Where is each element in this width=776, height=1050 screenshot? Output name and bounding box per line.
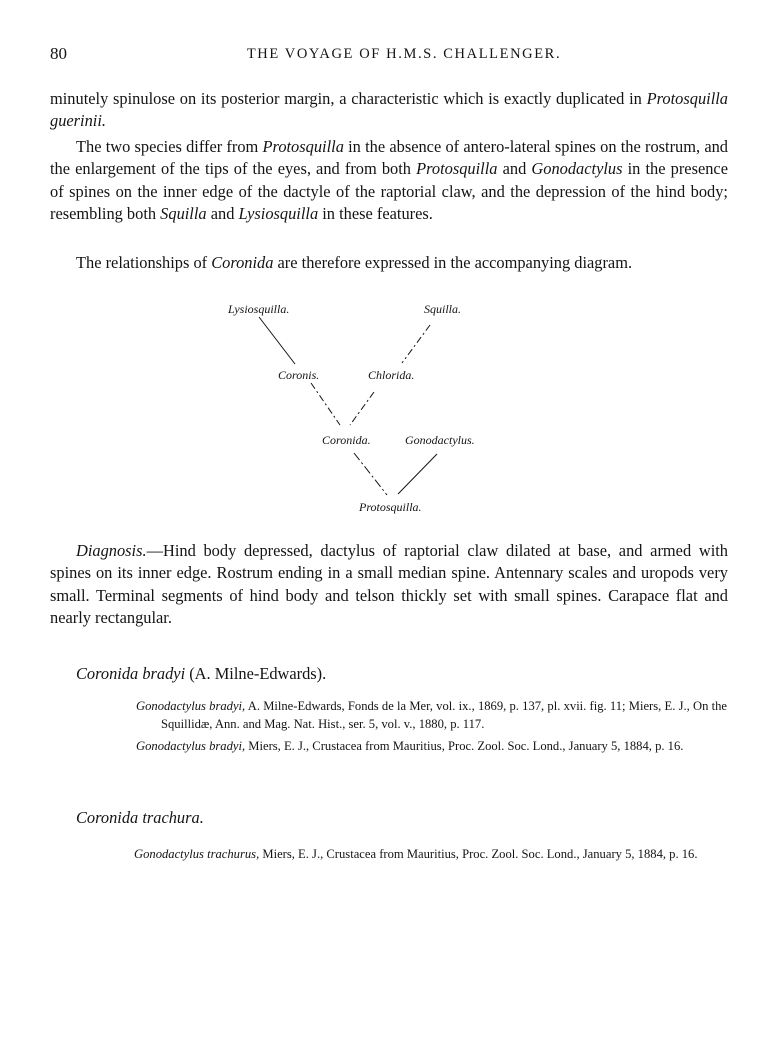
line-lysiosquilla-coronis	[259, 317, 295, 364]
p2-genus-a: Protosquilla	[262, 137, 344, 156]
diagnosis-label: Diagnosis.	[76, 541, 147, 560]
synonymy-reference	[136, 738, 727, 756]
reference-taxon: Gonodactylus trachurus,	[134, 847, 260, 861]
species-heading-trachura	[76, 808, 204, 828]
node-protosquilla: Protosquilla.	[359, 500, 422, 514]
page-number: 80	[50, 44, 67, 63]
p2-text-a: The two species differ from	[76, 137, 263, 156]
diagnosis-text: —Hind body depressed, dactylus of raptorial claw dilated at base, and armed with spines on its inner edge. Rostrum ending in a small median spine. Antennary scales and uropods very small. Terminal segments of hind body and telson thickly set with small spines. Carapace flat and nearly rectangular.	[50, 541, 728, 628]
species-name: Coronida trachura.	[76, 808, 204, 827]
p3-text-a: The relationships of	[76, 253, 212, 272]
p1-species-name: Protosquilla guerinii.	[50, 89, 728, 131]
p2-genus-b: Protosquilla	[416, 159, 498, 179]
reference-text: Miers, E. J., Crustacea from Mauritius, Proc. Zool. Soc. Lond., January 5, 1884, p. 16.	[259, 847, 698, 861]
p2-text-c: and	[497, 159, 532, 179]
line-coronida-protosquilla	[354, 453, 387, 495]
p2-text-b: in the absence of antero-lateral spines on the rostrum, and the enlargement of the tips of the eyes, and from both	[50, 137, 728, 179]
line-squilla-chlorida	[402, 325, 430, 363]
node-lysiosquilla: Lysiosquilla.	[228, 302, 290, 316]
species-name: Coronida bradyi	[76, 664, 186, 683]
running-title: THE VOYAGE OF H.M.S. CHALLENGER.	[246, 46, 562, 62]
node-coronida: Coronida.	[322, 433, 371, 447]
species-authority: (A. Milne-Edwards).	[185, 664, 327, 683]
p2-genus-c: Gonodactylus	[531, 159, 623, 179]
line-chlorida-coronida	[350, 392, 374, 425]
line-gonodactylus-protosquilla	[398, 454, 437, 494]
p3-text-b: are therefore expressed in the accompanying diagram.	[273, 253, 633, 272]
p2-text-d: in the presence of spines on the inner edge of the dactyle of the raptorial claw, and the depression of the hind body; resembling both	[50, 159, 728, 224]
reference-text: Miers, E. J., Crustacea from Mauritius, Proc. Zool. Soc. Lond., January 5, 1884, p. 16.	[245, 739, 684, 753]
p2-genus-e: Lysiosquilla	[238, 204, 319, 224]
node-coronis: Coronis.	[278, 368, 320, 382]
synonymy-reference	[134, 846, 727, 864]
reference-text: A. Milne-Edwards, Fonds de la Mer, vol. ix., 1869, p. 137, pl. xvii. fig. 11; Miers, E. J., On the Squillidæ, Ann. and Mag. Nat. Hist., ser. 5, vol. v., 1880, p. 117.	[161, 699, 727, 731]
p2-genus-d: Squilla	[160, 204, 207, 224]
p1-text: minutely spinulose on its posterior margin, a characteristic which is exactly duplicated in	[50, 89, 647, 108]
reference-taxon: Gonodactylus bradyi,	[136, 699, 246, 713]
line-coronis-coronida	[311, 383, 340, 425]
p2-text-e: and	[206, 204, 239, 224]
reference-taxon: Gonodactylus bradyi,	[136, 739, 246, 753]
synonymy-reference	[136, 698, 727, 733]
node-chlorida: Chlorida.	[368, 368, 415, 382]
p3-genus: Coronida	[211, 253, 274, 272]
node-squilla: Squilla.	[424, 302, 462, 316]
p2-text-f: in these features.	[318, 204, 433, 224]
diagnosis-paragraph	[50, 540, 728, 630]
node-gonodactylus: Gonodactylus.	[405, 433, 475, 447]
species-heading-bradyi	[76, 664, 326, 684]
